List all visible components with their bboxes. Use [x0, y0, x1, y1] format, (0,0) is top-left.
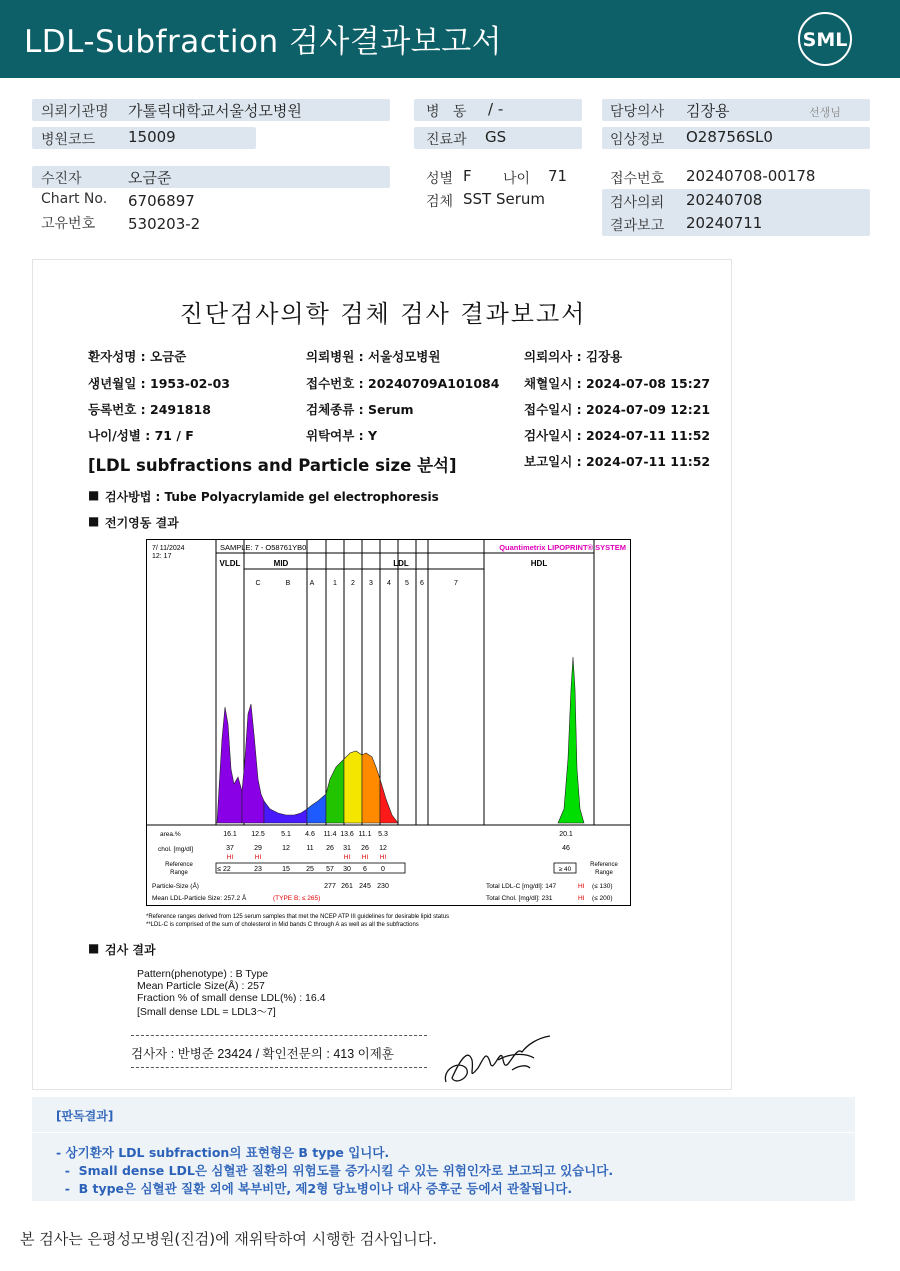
hi-flag: HI [578, 883, 585, 890]
chol-label: chol. [mg/dl] [158, 846, 194, 853]
ref-label: Reference [165, 862, 193, 868]
request-label: 검사의뢰 [610, 195, 665, 211]
chart-sample: SAMPLE: 7 - O58761YB0 [220, 543, 307, 552]
hdl-ref-value: ≥ 40 [558, 866, 572, 873]
ward-value: / - [488, 100, 504, 118]
hi-flag: HI [343, 854, 351, 861]
chol-value: 11 [306, 845, 314, 852]
chol-value: 12 [379, 845, 387, 852]
institution-value: 가톨릭대학교서울성모병원 [128, 102, 302, 120]
doctor-value: 김장용 [686, 102, 730, 120]
report-age-sex: 나이/성별 : 71 / F [88, 428, 194, 443]
doctor-label: 담당의사 [610, 104, 665, 120]
report-method: 검사방법 : Tube Polyacrylamide gel electrophoresis [105, 490, 439, 504]
footnote: *Reference ranges derived from 125 serum samples that met the NCEP ATP III guidelines for desirable lipid status [146, 914, 450, 920]
area-value: 12.5 [251, 831, 265, 838]
chart-frame [147, 540, 631, 906]
judgement-header [32, 1097, 855, 1132]
age-value: 71 [548, 167, 568, 185]
header-bar [0, 0, 900, 78]
chol-value: 26 [326, 845, 334, 852]
hospital-code-label: 병원코드 [41, 132, 96, 148]
judgement-line: - B type은 심혈관 질환 외에 복부비만, 제2형 당뇨병이나 대사 증후군 등에서 관찰됩니다. [56, 1181, 573, 1196]
ref-value: 6 [363, 866, 367, 873]
result-mean-size: Mean Particle Size(Å) : 257 [137, 980, 265, 992]
hospital-code-value: 15009 [128, 128, 176, 146]
divider [131, 1035, 427, 1036]
result-fraction: Fraction % of small dense LDL(%) : 16.4 [137, 992, 326, 1004]
doctor-suffix: 선생님 [809, 106, 841, 119]
ref-value: ≤ 22 [217, 866, 231, 873]
patient-value: 오금준 [128, 169, 172, 187]
chol-value: 12 [282, 845, 290, 852]
particle-value: 230 [377, 883, 389, 890]
hi-flag: HI [226, 854, 234, 861]
band-label: A [309, 580, 315, 587]
ref-label: Range [595, 870, 613, 876]
area-value: 5.3 [378, 831, 388, 838]
ref-label: Range [170, 870, 188, 876]
hdl-area-value: 20.1 [559, 831, 573, 838]
institution-label: 의뢰기관명 [41, 104, 109, 120]
sex-value: F [463, 167, 472, 185]
bullet-icon: ■ [88, 514, 100, 528]
receipt-value: 20240708-00178 [686, 167, 816, 185]
band-label: 4 [387, 580, 391, 587]
report-doctor: 의뢰의사 : 김장용 [524, 349, 623, 364]
clinical-label: 임상정보 [610, 132, 665, 148]
lipoprint-chart [146, 539, 631, 931]
report-reg-no: 등록번호 : 2491818 [88, 402, 211, 417]
particle-value: 245 [359, 883, 371, 890]
chart-date: 7/ 11/2024 [152, 545, 185, 552]
total-chol: Total Chol. [mg/dl]: 231 [486, 895, 553, 902]
report-report-time: 보고일시 : 2024-07-11 11:52 [524, 454, 711, 469]
report-birthdate: 생년월일 : 1953-02-03 [88, 376, 230, 391]
ref-value: 0 [381, 866, 385, 873]
report-consign: 위탁여부 : Y [306, 428, 378, 443]
unique-no-label: 고유번호 [41, 216, 96, 232]
total-chol-ref: (≤ 200) [592, 895, 613, 902]
report-patient-name: 환자성명 : 오금준 [88, 349, 187, 364]
ref-value: 30 [343, 866, 351, 873]
report-test-time: 검사일시 : 2024-07-11 11:52 [524, 428, 711, 443]
unique-no-value: 530203-2 [128, 215, 201, 233]
result-sdldl-def: [Small dense LDL = LDL3～7] [137, 1006, 276, 1018]
patient-label: 수진자 [41, 171, 82, 187]
ref-value: 25 [306, 866, 314, 873]
area-label: area.% [160, 831, 181, 838]
specimen-label: 검체 [426, 194, 454, 210]
total-ldl-ref: (≤ 130) [592, 883, 613, 890]
band-label: 2 [351, 580, 355, 587]
report-title: 진단검사의학 검체 검사 결과보고서 [179, 300, 587, 328]
divider [131, 1067, 427, 1068]
judgement-heading: [판독결과] [56, 1109, 114, 1123]
signature-image [438, 1030, 558, 1090]
page-title: LDL-Subfraction 검사결과보고서 [24, 24, 503, 60]
mean-flag: (TYPE B; ≤ 265) [273, 895, 321, 902]
receipt-label: 접수번호 [610, 171, 665, 187]
chol-value: 31 [343, 845, 351, 852]
footnote: **LDL-C is comprised of the sum of cholesterol in Mid bands C through A as well as all the subfractions [146, 922, 419, 928]
result-pattern: Pattern(phenotype) : B Type [137, 968, 269, 980]
specimen-value: SST Serum [463, 190, 546, 208]
result-heading: 검사 결과 [105, 943, 156, 957]
hdl-chol-value: 46 [562, 845, 570, 852]
band-label: 6 [420, 580, 424, 587]
chol-value: 26 [361, 845, 369, 852]
clinical-value: O28756SL0 [686, 128, 773, 146]
report-receipt-time: 접수일시 : 2024-07-09 12:21 [524, 402, 711, 417]
band-label: 5 [405, 580, 409, 587]
judgement-line: - 상기환자 LDL subfraction의 표현형은 B type 입니다. [56, 1145, 390, 1160]
age-label: 나이 [503, 171, 531, 187]
region-label: MID [273, 559, 289, 568]
band-label: C [255, 580, 261, 587]
ward-label: 병 동 [426, 104, 467, 120]
report-receipt-no: 접수번호 : 20240709A101084 [306, 376, 500, 391]
judgement-body [32, 1133, 855, 1201]
dept-value: GS [485, 128, 507, 146]
ref-value: 23 [254, 866, 262, 873]
ref-label: Reference [590, 862, 618, 868]
sml-logo: SML [798, 12, 852, 66]
band-label: 7 [454, 580, 458, 587]
scanned-report [32, 259, 732, 1090]
region-label: HDL [530, 559, 548, 568]
request-value: 20240708 [686, 191, 763, 209]
chart-no-value: 6706897 [128, 192, 195, 210]
ref-value: 15 [282, 866, 290, 873]
area-value: 16.1 [223, 831, 237, 838]
dept-label: 진료과 [426, 132, 467, 148]
band-label: 3 [369, 580, 373, 587]
chart-no-label: Chart No. [41, 191, 108, 207]
chart-band-peak [344, 751, 362, 823]
footer-note: 본 검사는 은평성모병원(진검)에 재위탁하여 시행한 검사입니다. [20, 1230, 438, 1248]
particle-label: Particle-Size (Å) [152, 883, 199, 890]
hi-flag: HI [379, 854, 387, 861]
region-label: VLDL [219, 559, 241, 568]
area-value: 11.4 [323, 831, 337, 838]
band-label: B [285, 580, 291, 587]
judgement-line: - Small dense LDL은 심혈관 질환의 위험도를 증가시킬 수 있는 위험인자로 보고되고 있습니다. [56, 1163, 614, 1178]
region-label: LDL [393, 559, 409, 568]
report-collect-time: 채혈일시 : 2024-07-08 15:27 [524, 376, 711, 391]
chol-value: 29 [254, 845, 262, 852]
area-value: 4.6 [305, 831, 315, 838]
report-hospital: 의뢰병원 : 서울성모병원 [306, 349, 441, 364]
area-value: 5.1 [281, 831, 291, 838]
hi-flag: HI [578, 895, 585, 902]
info-row-bg [32, 166, 390, 188]
chol-value: 37 [226, 845, 234, 852]
area-value: 13.6 [340, 831, 354, 838]
hi-flag: HI [361, 854, 369, 861]
hi-flag: HI [254, 854, 262, 861]
particle-value: 261 [341, 883, 353, 890]
signature-line: 검사자 : 반병준 23424 / 확인전문의 : 413 이제훈 [131, 1047, 394, 1061]
area-value: 11.1 [358, 831, 372, 838]
electro-heading: 전기영동 결과 [105, 516, 179, 530]
bullet-icon: ■ [88, 488, 100, 502]
chart-title: Quantimetrix LIPOPRINT® SYSTEM [499, 543, 626, 552]
sex-label: 성별 [426, 171, 454, 187]
report-specimen: 검체종류 : Serum [306, 402, 414, 417]
report-section-title: [LDL subfractions and Particle size 분석] [88, 456, 457, 475]
ref-value: 57 [326, 866, 334, 873]
report-date-label: 결과보고 [610, 218, 665, 234]
report-date-value: 20240711 [686, 214, 763, 232]
mean-size: Mean LDL-Particle Size: 257.2 Å [152, 895, 247, 902]
chart-time: 12: 17 [152, 553, 172, 560]
total-ldl: Total LDL-C [mg/dl]: 147 [486, 883, 557, 890]
band-label: 1 [333, 580, 337, 587]
bullet-icon: ■ [88, 941, 100, 955]
particle-value: 277 [324, 883, 336, 890]
